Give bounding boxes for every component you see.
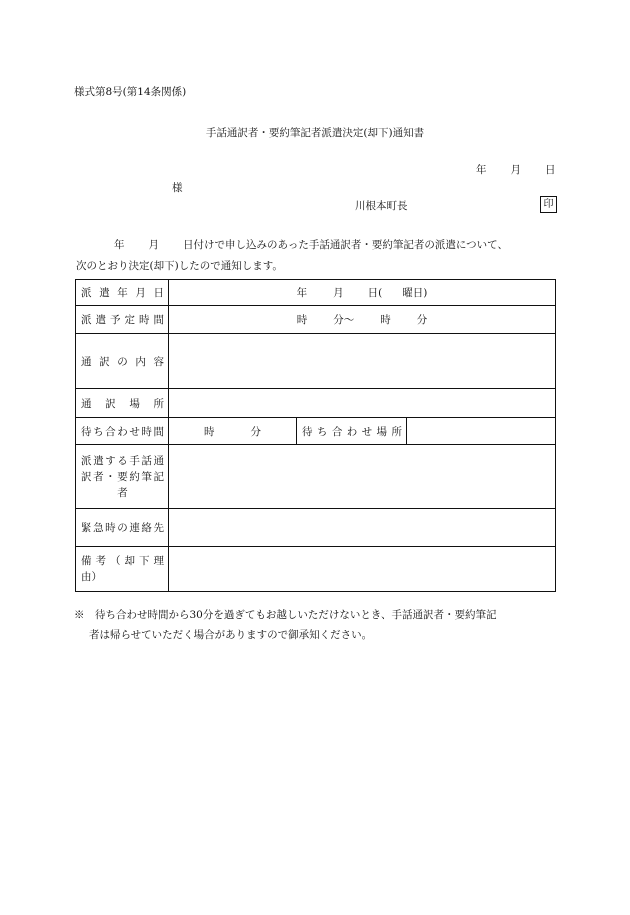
dispatched-interpreter-value [169, 445, 556, 509]
label-char: 通 [81, 397, 92, 410]
label-char: ち [316, 425, 328, 438]
label-char: 内 [135, 355, 146, 368]
scheduled-start-hour: 時 [296, 314, 308, 326]
label-char: 要 [117, 470, 128, 483]
interpretation-content-label [81, 354, 164, 369]
label-char: 訳 [99, 355, 110, 368]
label-char: 約 [129, 470, 140, 483]
sender-name: 川根本町長 [355, 200, 408, 212]
label-char: 派 [81, 454, 92, 467]
label-char: の [117, 522, 128, 534]
label-char: 時 [139, 314, 150, 326]
dispatched-interpreter-label-line1 [81, 453, 164, 469]
meeting-place-value [407, 418, 556, 445]
label-char: 通 [81, 355, 92, 368]
label-char: 場 [376, 425, 388, 438]
label-char: 急 [93, 522, 104, 534]
label-char: 遣 [93, 454, 104, 467]
label-char: 遣 [95, 314, 106, 326]
label-char: 間 [153, 425, 164, 438]
label-char: 定 [124, 314, 135, 326]
dispatch-date-weekday: 曜日) [402, 287, 428, 299]
interpretation-place-value [169, 389, 556, 418]
label-char: 日 [153, 287, 164, 299]
row-label-scheduled-time [76, 306, 169, 334]
row-label-remarks [76, 547, 169, 592]
label-char: 時 [105, 522, 116, 534]
remarks-label-line1 [81, 553, 164, 569]
dispatched-interpreter-label [81, 453, 164, 501]
label-char: 考 [95, 555, 106, 567]
label-char: 月 [135, 287, 146, 299]
meeting-time-label [81, 424, 164, 439]
intro-line1-text: 日付けで申し込みのあった手話通訳者・要約筆記者の派遣について、 [183, 239, 508, 251]
footnote [74, 605, 558, 645]
intro-year: 年 [114, 239, 125, 251]
label-char: の [117, 355, 128, 368]
label-char: せ [129, 425, 140, 438]
label-char: 下 [139, 555, 150, 567]
label-char: 連 [129, 522, 140, 534]
footnote-line2: 者は帰らせていただく場合がありますので御承知ください。 [89, 629, 373, 641]
scheduled-time-value [169, 306, 556, 334]
emergency-contact-label [81, 520, 164, 535]
issue-date-month: 月 [510, 164, 521, 176]
dispatch-date-label [81, 285, 164, 300]
scheduled-end-minute: 分 [416, 314, 428, 326]
label-char: 手 [129, 454, 140, 467]
remarks-label [81, 553, 164, 585]
form-number: 様式第8号(第14条関係) [74, 86, 187, 98]
row-label-dispatch-date [76, 280, 169, 306]
label-char: （ [110, 555, 121, 567]
table-row [76, 547, 556, 592]
table-row [76, 389, 556, 418]
label-char: 話 [141, 454, 152, 467]
table-row [76, 418, 556, 445]
interpretation-content-value [169, 334, 556, 389]
label-char: 通 [153, 454, 164, 467]
label-char: 絡 [141, 522, 152, 534]
remarks-label-line2: 由） [81, 571, 102, 583]
document-title: 手話通訳者・要約筆記者派遣決定(却下)通知書 [205, 127, 425, 139]
label-char: 派 [81, 287, 92, 299]
row-label-meeting-time [76, 418, 169, 445]
row-label-meeting-place [297, 418, 407, 445]
label-char: す [105, 454, 116, 467]
remarks-value [169, 547, 556, 592]
label-char: 待 [81, 425, 92, 438]
label-char: 予 [110, 314, 121, 326]
label-char: 間 [153, 314, 164, 326]
interpretation-place-label [81, 396, 164, 411]
table-row [76, 334, 556, 389]
issue-date-day: 日 [545, 164, 556, 176]
row-label-interpretation-place [76, 389, 169, 418]
label-char: 待 [302, 425, 313, 438]
seal-mark: 印 [540, 196, 557, 213]
label-char: 容 [153, 355, 164, 368]
label-char: 時 [141, 425, 152, 438]
label-char: る [117, 454, 128, 467]
label-char: わ [117, 425, 128, 438]
label-char: 記 [153, 470, 164, 483]
row-label-emergency-contact [76, 509, 169, 547]
row-label-dispatched-interpreter [76, 445, 169, 509]
row-label-interpretation-content [76, 334, 169, 389]
label-char: 派 [81, 314, 92, 326]
meeting-hour: 時 [204, 425, 215, 438]
dispatch-date-day: 日( [367, 287, 383, 299]
dispatch-details-table [75, 279, 556, 592]
table-row [76, 306, 556, 334]
dispatched-interpreter-label-line2 [81, 469, 164, 485]
label-char: せ [361, 425, 373, 438]
label-char: 備 [81, 555, 92, 567]
table-row [76, 445, 556, 509]
intro-paragraph [76, 235, 556, 277]
scheduled-time-label [81, 312, 164, 327]
meeting-minute: 分 [250, 425, 261, 438]
meeting-time-value [169, 418, 297, 445]
dispatch-date-value [169, 280, 556, 306]
label-char: 却 [124, 555, 135, 567]
label-char: 筆 [141, 470, 152, 483]
issue-date [476, 162, 556, 177]
recipient-honorific: 様 [172, 182, 183, 194]
label-char: わ [346, 425, 358, 438]
label-char: 年 [117, 287, 128, 299]
table-row [76, 280, 556, 306]
footnote-line1: ※ 待ち合わせ時間から30分を過ぎてもお越しいただけないとき、手話通訳者・要約筆記 [74, 609, 497, 621]
label-char: 先 [153, 522, 164, 534]
scheduled-end-hour: 時 [380, 314, 391, 326]
intro-line2: 次のとおり決定(却下)したので通知します。 [76, 260, 283, 272]
emergency-contact-value [169, 509, 556, 547]
meeting-place-label [302, 424, 402, 439]
label-char: ・ [105, 470, 116, 483]
dispatch-date-year: 年 [296, 287, 308, 299]
label-char: 理 [153, 555, 164, 567]
label-char: 所 [391, 425, 402, 438]
label-char: 訳 [81, 470, 92, 483]
dispatched-interpreter-label-line3: 者 [117, 486, 128, 499]
issue-date-year: 年 [476, 164, 487, 176]
label-char: 者 [93, 470, 104, 483]
label-char: 遣 [99, 287, 110, 299]
label-char: 場 [129, 397, 140, 410]
intro-month: 月 [148, 239, 159, 251]
label-char: 緊 [81, 522, 92, 534]
table-row [76, 509, 556, 547]
dispatch-date-month: 月 [333, 287, 344, 299]
label-char: 訳 [105, 397, 116, 410]
label-char: 合 [105, 425, 116, 438]
label-char: ち [93, 425, 104, 438]
scheduled-start-minute: 分〜 [333, 314, 355, 326]
label-char: 所 [153, 397, 164, 410]
label-char: 合 [331, 425, 343, 438]
